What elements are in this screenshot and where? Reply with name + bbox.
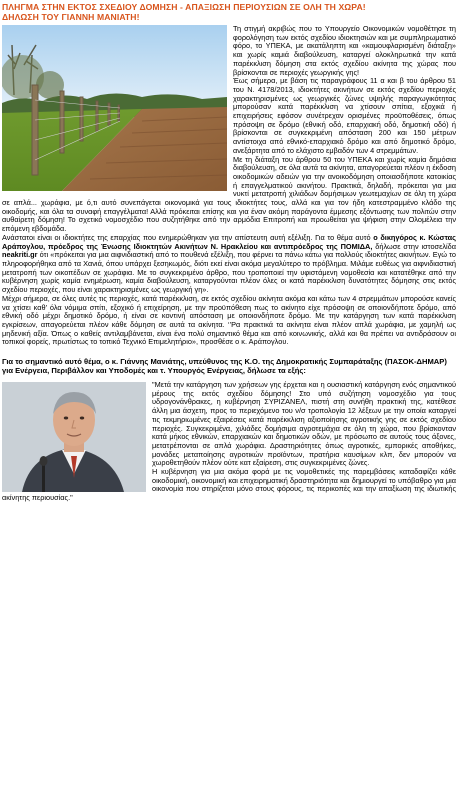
paragraph-3: Με τη διάταξη του άρθρου 50 του ΥΠΕΚΑ και χωρίς καμία δημόσια διαβούλευση, σε όλα αυτά τα ακίνητα, απαγορεύεται πλέον η έκδοση οικοδομικών αδειών για την ανοικοδόμηση οποιασδήποτε κατοικίας ή επαγγελματικού ακινήτου. Πρακτικά, δηλαδή, πρόκειται για μια νυκτί μετατροπή χιλιάδων δομήσιμων γεωτεμαχίων σε όλη τη χώρα σε απλά... χωράφια, με ό,τι αυτό συνεπάγεται οικονομικά για τους ιδιοκτήτες τους, αλλά και για τον ήδη κατεστραμμένο κλάδο της οικοδομής, και όλα τα συναφή επαγγέλματα! Αλλά πρόκειται επίσης και για έναν ακόμη παράγοντα έμμεσης εξόντωσης των πολιτών στην αυθαίρετη δόμηση! Το σχετικό νομοσχέδιο που συζητήθηκε από την αρμόδια Επιτροπή και προωθείται για ψήφιση στην Ολομέλεια την επόμενη εβδομάδα. — [2, 154, 456, 234]
paragraph-1: Τη στιγμή ακριβώς που το Υπουργείο Οικονομικών νομοθέτησε τη φορολόγηση των εκτός σχεδίου ιδιοκτησιών και με συμπληρωματικό φόρο, το ΥΠΕΚΑ, με ακατάληπτη και «καμουφλαρισμένη διάταξη» και χωρίς καμιά διαβούλευση, καταργεί ολοκληρωτικά την κατά παρέκκλιση δόμηση στα εκτός σχεδίου ακίνητα της χώρας που βρίσκονται σε περιοχές γεωργικής γης! — [233, 24, 456, 77]
article-headline — [2, 2, 456, 22]
landscape-image — [2, 25, 227, 191]
paragraph-4-c: δήλωσε στην ιστοσελίδα — [372, 241, 456, 251]
statement-quote-2: Η κυβέρνηση για μια ακόμα φορά με τις νομοθετικές της παρεμβάσεις καταδαφίζει κάθε οικοδομική, οικονομική και επιχειρηματική δραστηριότητα και δημιουργεί το υπόβαθρο για μια οικονομία που στηρίζεται μόνο στους φόρους, τις περικοπές και την απαξίωση της ιδιωτικής ακίνητης περιουσίας." — [2, 467, 456, 503]
statement-intro: Για το σημαντικό αυτό θέμα, ο κ. Γιάννης Μανιάτης, υπεύθυνος της Κ.Ο. της Δημοκρατικής Συμπαράταξης (ΠΑΣΟΚ-ΔΗΜΑΡ) για Ενέργεια, Περιβάλλον και Υποδομές και τ. Υπουργός Ενέργειας, δήλωσε τα εξής: — [2, 357, 447, 376]
paragraph-4 — [2, 234, 456, 295]
paragraph-4-d: ότι «πρόκειται για μια αιφνιδιαστική από το πουθενά εξέλιξη, που φέρνει τα πάνω κάτω για πολλούς ιδιοκτήτες ακινήτων. Εγώ το πληροφορήθηκα από τα Χανιά, όπου υπάρχει ξεσηκωμός, διότι εκεί είναι ακόμα μεγαλύτερο το πρόβλημα. Μιλάμε ευθέως για αιφνιδιαστική μετατροπή των οικοπέδων σε χωράφια. Με το συγκεκριμένο άρθρο, που τροποποιεί την υφιστάμενη νομοθεσία και κατατέθηκε από την κυβέρνηση χωρίς καμία ενημέρωση, καμία διαβούλευση, καταργούνται πλέον όλες οι κατά παρέκκλιση δυνατότητες δόμησης στις εκτός σχεδίου περιοχές, που είναι χαρακτηρισμένες ως γεωργική γη». — [2, 250, 456, 295]
article-page — [2, 2, 456, 798]
paragraph-5: Μέχρι σήμερα, σε όλες αυτές τις περιοχές, κατά παρέκκλιση, σε εκτός σχεδίου ακίνητα ακόμα και κάτω των 4 στρεμμάτων μπορούσε κανείς να χτίσει καθ’ όλα νόμιμα σπίτι, εξοχικό ή επιχείρηση, με την προϋπόθεση πως το ακίνητο είχε πρόσοψη σε οποιονδήποτε δρόμο, από εθνική οδό μέχρι δημοτικό δρόμο, ή είναι σε κοντινή απόσταση με οποιονδήποτε δρόμο. Με την κατάργηση των κατά παρέκκλιση εγκρίσεων, απαγορεύεται πλέον κάθε δόμηση σε αυτά τα ακίνητα. ‘’Ρα πρακτικά τα ακίνητα είναι πλέον απλά χωράφια, με χαμηλή ως μηδενική αξία. Όπως ο καθείς αντιλαμβάνεται, είναι ένα πολύ σημαντικό θέμα και από κοινωνικής, αλλά και θα πρέπει να αντιδράσουν οι τοπικοί φορείς, πρωτίστως το τοπικό Τεχνικό Επιμελητήριο», προσθέσε ο κ. Αράπογλου. — [2, 293, 456, 347]
headline-line-1: ΠΛΗΓΜΑ ΣΤΗΝ ΕΚΤΟΣ ΣΧΕΔΙΟΥ ΔΟΜΗΣΗ - ΑΠΑΞΙΩΣΗ ΠΕΡΙΟΥΣΙΩΝ ΣΕ ΟΛΗ ΤΗ ΧΩΡΑ! — [2, 2, 366, 12]
portrait-photo — [2, 382, 146, 492]
source-link[interactable]: neakriti.gr — [2, 250, 38, 260]
paragraph-2: Έως σήμερα, με βάση τις παραγράφους 11 α και β του άρθρου 51 του Ν. 4178/2013, ιδιοκτήτες ακινήτων σε εκτός σχεδίου περιοχές χαρακτηρισμένες ως γεωργικές ζώνες υψηλής παραγωγικότητας μπορούσαν κατά παρέκκλιση να χτίσουν σπίτια, εξοχικά ή επιχειρήσεις εφόσον συνέτρεχαν ορισμένες προϋποθέσεις, όπως πρόσοψη σε δρόμο (εθνική οδό, επαρχιακή οδό, δημοτική οδό) ή βρίσκονται σε συγκεκριμένη απόσταση 200 και 150 μέτρων αντίστοιχα από εθνικό-επαρχιακό δρόμο και από δημοτικό δρόμο, ανεξάρτητα από το ελάχιστο εμβαδόν των 4 στρεμμάτων. — [233, 76, 456, 155]
article-body — [2, 25, 456, 347]
quoted-person: ο δικηγόρος κ. Κώστας Αράπογλου, πρόεδρος της Ένωσης Ιδιοκτητών Ακινήτων Ν. Ηρακλείου και αντιπρόεδρος της ΠΟΜΙΔΑ, — [2, 232, 456, 251]
statement-quote-1: "Μετά την κατάργηση των χρήσεων γης έρχεται και η ουσιαστική κατάργηση ενός σημαντικού μέρους της εκτός σχεδίου δόμησης! Στο υπό συζήτηση νομοσχέδιο για τους υδρογονάνθρακες, η κυβέρνηση ΣΥΡΙΖΑΝΕΛ, πιστή στη συνήθη πρακτική της, κατέθεσε άλλη μια άσχετη, προς το περιεχόμενο του ν/σ τροπολογία 12 λέξεων με την οποία καταργεί τις τεκμηριωμένες εξαιρέσεις κατά παρέκκλιση αξιοποίησης αγροτικής γης σε εκτός σχεδίου περιοχές. Συγκεκριμένα, χιλιάδες δομήσιμα αγροτεμάχια σε όλη τη χώρα, που βρίσκονταν κατά μήκος εθνικών, επαρχιακών και δημοτικών οδών, με πρόσωπο σε αυτούς τους άξονες, μετατρέπονται σε απλά χωράφια. Δραστηριότητες όπως αγροτικές, εμπορικές αποθήκες, μονάδες μεταποίησης αγροτικών προϊόντων, πρατήρια καυσίμων κλπ, δεν μπορούν να χωροθετηθούν πλέον ούτε κατ εξαίρεση, στις συγκεκριμένες ζώνες. — [152, 380, 456, 468]
landscape-photo — [2, 25, 227, 191]
portrait-image — [2, 382, 146, 492]
statement-body — [2, 381, 456, 503]
paragraph-4-a: Ανάστατοι είναι οι ιδιοκτήτες της επαρχίας που ενημερώθηκαν για την απίστευτη αυτή εξέλιξη. Για το θέμα αυτό — [2, 232, 374, 242]
headline-line-2: ΔΗΛΩΣΗ ΤΟΥ ΓΙΑΝΝΗ ΜΑΝΙΑΤΗ! — [2, 12, 140, 22]
